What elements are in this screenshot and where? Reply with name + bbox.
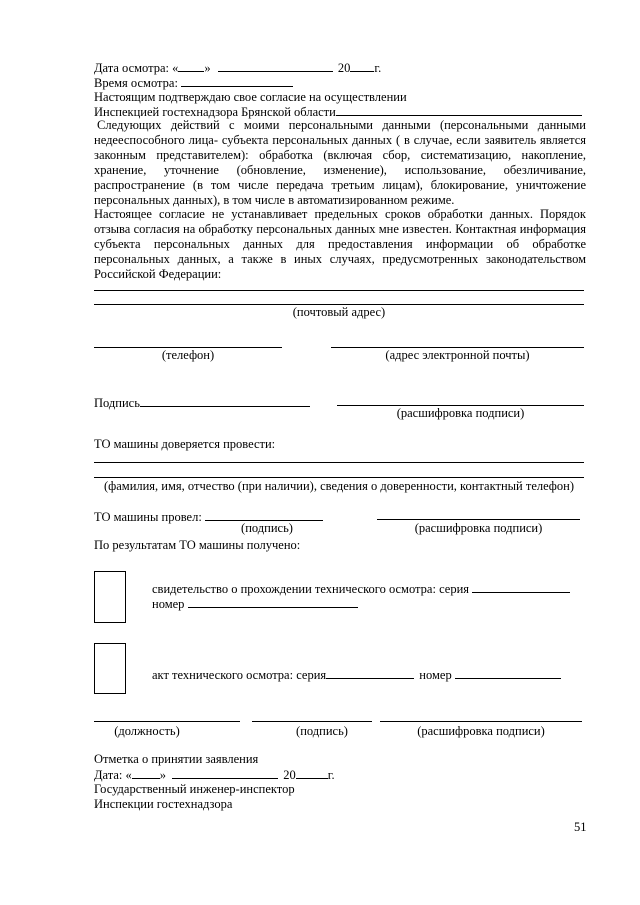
inspection-authority-text: Инспекцией гостехнадзора Брянской области xyxy=(94,105,336,119)
footer-decode-line[interactable] xyxy=(380,721,582,722)
inspection-time-line xyxy=(94,75,293,91)
position-line[interactable] xyxy=(94,721,240,722)
signature-line xyxy=(94,395,310,411)
acceptance-year-blank[interactable] xyxy=(296,767,328,779)
acceptance-year-suffix: г. xyxy=(327,768,335,782)
postal-address-line-1[interactable] xyxy=(94,290,584,291)
act-line xyxy=(152,667,561,683)
page-number: 51 xyxy=(574,820,587,834)
inspection-date-line xyxy=(94,60,381,76)
acceptance-year-prefix: 20 xyxy=(283,768,296,782)
acceptance-inspector: Государственный инженер-инспектор xyxy=(94,782,295,796)
act-checkbox[interactable] xyxy=(94,643,126,694)
to-done-decode-line[interactable] xyxy=(377,519,580,520)
results-label: По результатам ТО машины получено: xyxy=(94,538,301,552)
acceptance-date-label: Дата: « xyxy=(94,768,132,782)
date-quote-close: » xyxy=(204,61,211,75)
certificate-number-label: номер xyxy=(152,597,185,611)
footer-sign-line[interactable] xyxy=(252,721,372,722)
signature-label: Подпись xyxy=(94,396,140,410)
paragraph-terms: Настоящее согласие не устанавливает предельных сроков обработки данных. Порядок отзыва согласия на обработку персональных данных мне известен. Контактная информация субъекта персональных данных для предоставления информации об обработке персональных данных, а также в иных случаях, предусмотренных законодательством Российской Федерации: xyxy=(94,207,586,281)
date-month-blank[interactable] xyxy=(218,60,333,72)
signature-decode-caption: (расшифровка подписи) xyxy=(396,406,525,420)
certificate-number-line xyxy=(152,596,358,612)
trusted-person-line-2[interactable] xyxy=(94,477,584,478)
date-year-suffix: г. xyxy=(374,61,382,75)
certificate-checkbox[interactable] xyxy=(94,571,126,623)
acceptance-title: Отметка о принятии заявления xyxy=(94,752,259,766)
acceptance-day-blank[interactable] xyxy=(132,767,160,779)
acceptance-date-line xyxy=(94,767,335,783)
footer-decode-caption: (расшифровка подписи) xyxy=(417,724,545,738)
trusted-person-line-1[interactable] xyxy=(94,462,584,463)
certificate-series-blank[interactable] xyxy=(472,581,570,593)
acceptance-quote-close: » xyxy=(159,768,167,782)
acceptance-month-blank[interactable] xyxy=(172,767,278,779)
act-series-blank[interactable] xyxy=(326,667,414,679)
to-trusted-label: ТО машины доверяется провести: xyxy=(94,437,276,451)
consent-line: Настоящим подтверждаю свое согласие на осуществлении xyxy=(94,90,407,104)
date-label: Дата осмотра: « xyxy=(94,61,179,75)
date-day-blank[interactable] xyxy=(178,60,204,72)
to-done-sign-caption: (подпись) xyxy=(241,521,293,535)
inspection-authority-blank[interactable] xyxy=(336,104,582,116)
act-series-label: акт технического осмотра: серия xyxy=(152,668,327,682)
date-year-blank[interactable] xyxy=(350,60,374,72)
footer-sign-caption: (подпись) xyxy=(296,724,348,738)
position-caption: (должность) xyxy=(114,724,180,738)
date-year-prefix: 20 xyxy=(337,61,351,75)
certificate-text: свидетельство о прохождении технического осмотра: серия xyxy=(152,582,470,596)
paragraph-actions: Следующих действий с моими персональными данными (персональными данными недееспособного лица- субъекта персональных данных ( в случае, если заявитель является законным представителем): обработка (включая сбор, систематизацию, накопление, хранение, уточнение (обновление, изменение), использование, обезличивание, распространение (в том числе передача третьим лицам), блокирование, уничтожение персональных данных), в том числе в автоматизированном режиме. xyxy=(94,118,586,207)
certificate-number-blank[interactable] xyxy=(188,596,358,608)
phone-caption: (телефон) xyxy=(161,348,215,362)
to-done-sign-blank[interactable] xyxy=(205,509,323,521)
trusted-person-caption: (фамилия, имя, отчество (при наличии), сведения о доверенности, контактный телефон) xyxy=(103,479,575,493)
acceptance-inspection: Инспекции гостехнадзора xyxy=(94,797,233,811)
certificate-series-line xyxy=(152,581,570,597)
to-done-decode-caption: (расшифровка подписи) xyxy=(414,521,543,535)
email-caption: (адрес электронной почты) xyxy=(385,348,530,362)
act-number-blank[interactable] xyxy=(455,667,561,679)
postal-address-caption: (почтовый адрес) xyxy=(292,305,386,319)
time-label: Время осмотра: xyxy=(94,76,178,90)
to-done-label: ТО машины провел: xyxy=(94,510,202,524)
time-blank[interactable] xyxy=(181,75,293,87)
act-number-label: номер xyxy=(419,668,452,682)
signature-blank[interactable] xyxy=(140,395,310,407)
